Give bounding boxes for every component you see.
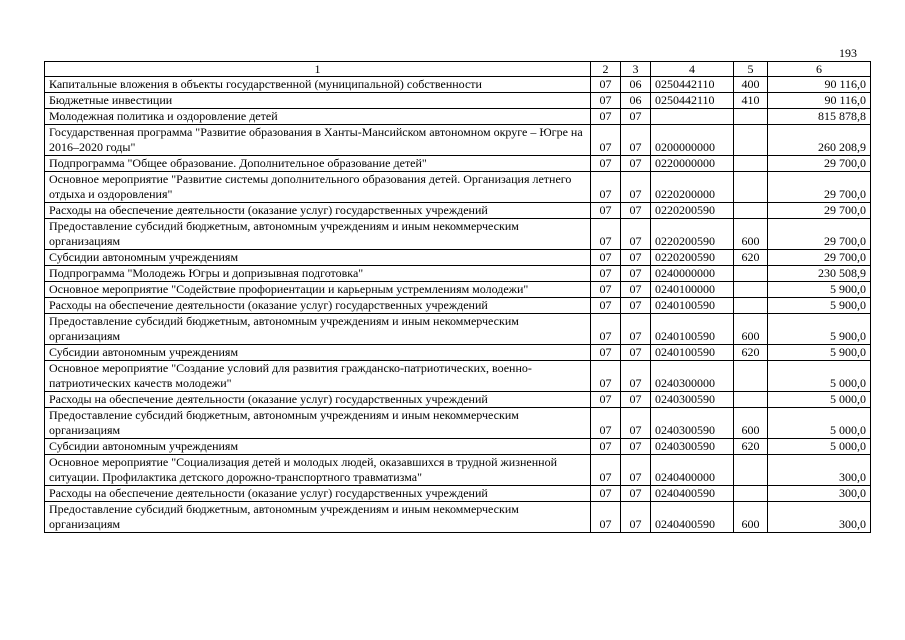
table-row [45, 345, 871, 361]
row-subsection: 06 [621, 77, 651, 93]
row-target-article: 0240100590 [651, 345, 734, 361]
row-amount: 300,0 [768, 502, 871, 533]
row-expense-type [734, 266, 768, 282]
row-name: Предоставление субсидий бюджетным, автономным учреждениям и иным некоммерческим организациям [45, 219, 591, 250]
table-row [45, 250, 871, 266]
row-subsection: 07 [621, 156, 651, 172]
row-expense-type [734, 282, 768, 298]
row-target-article: 0240400590 [651, 502, 734, 533]
table-header-row [45, 62, 871, 77]
row-target-article: 0250442110 [651, 77, 734, 93]
table-row [45, 455, 871, 486]
row-subsection: 07 [621, 408, 651, 439]
row-name: Подпрограмма "Молодежь Югры и допризывная подготовка" [45, 266, 591, 282]
row-section: 07 [591, 156, 621, 172]
row-name: Расходы на обеспечение деятельности (оказание услуг) государственных учреждений [45, 298, 591, 314]
row-name: Расходы на обеспечение деятельности (оказание услуг) государственных учреждений [45, 392, 591, 408]
row-subsection: 07 [621, 125, 651, 156]
row-subsection: 07 [621, 439, 651, 455]
row-section: 07 [591, 282, 621, 298]
row-section: 07 [591, 172, 621, 203]
row-amount: 29 700,0 [768, 219, 871, 250]
row-name: Предоставление субсидий бюджетным, автономным учреждениям и иным некоммерческим организациям [45, 502, 591, 533]
table-row [45, 266, 871, 282]
row-section: 07 [591, 125, 621, 156]
row-target-article: 0240000000 [651, 266, 734, 282]
table-row [45, 203, 871, 219]
row-section: 07 [591, 77, 621, 93]
column-header: 3 [621, 62, 651, 77]
row-expense-type [734, 203, 768, 219]
row-section: 07 [591, 455, 621, 486]
row-target-article: 0240100590 [651, 298, 734, 314]
row-section: 07 [591, 250, 621, 266]
row-name: Расходы на обеспечение деятельности (оказание услуг) государственных учреждений [45, 203, 591, 219]
row-target-article: 0240400590 [651, 486, 734, 502]
budget-table [44, 61, 871, 533]
row-name: Подпрограмма "Общее образование. Дополнительное образование детей" [45, 156, 591, 172]
row-subsection: 07 [621, 502, 651, 533]
table-row [45, 502, 871, 533]
row-expense-type: 620 [734, 250, 768, 266]
row-expense-type [734, 125, 768, 156]
row-subsection: 07 [621, 455, 651, 486]
row-subsection: 07 [621, 172, 651, 203]
row-target-article: 0240300590 [651, 408, 734, 439]
row-target-article: 0220200000 [651, 172, 734, 203]
row-section: 07 [591, 345, 621, 361]
row-amount: 5 900,0 [768, 282, 871, 298]
row-subsection: 07 [621, 219, 651, 250]
row-target-article: 0250442110 [651, 93, 734, 109]
row-expense-type [734, 156, 768, 172]
column-header: 6 [768, 62, 871, 77]
table-row [45, 439, 871, 455]
row-target-article: 0220000000 [651, 156, 734, 172]
row-expense-type [734, 109, 768, 125]
row-section: 07 [591, 298, 621, 314]
row-amount: 815 878,8 [768, 109, 871, 125]
row-target-article [651, 109, 734, 125]
row-name: Расходы на обеспечение деятельности (оказание услуг) государственных учреждений [45, 486, 591, 502]
row-section: 07 [591, 109, 621, 125]
row-section: 07 [591, 93, 621, 109]
row-section: 07 [591, 361, 621, 392]
column-header: 5 [734, 62, 768, 77]
row-amount: 5 900,0 [768, 298, 871, 314]
table-row [45, 298, 871, 314]
row-amount: 5 900,0 [768, 345, 871, 361]
row-name: Основное мероприятие "Содействие профориентации и карьерным устремлениям молодежи" [45, 282, 591, 298]
column-header: 1 [45, 62, 591, 77]
row-target-article: 0240100590 [651, 314, 734, 345]
row-subsection: 07 [621, 109, 651, 125]
row-amount: 230 508,9 [768, 266, 871, 282]
row-subsection: 07 [621, 361, 651, 392]
row-expense-type: 600 [734, 314, 768, 345]
table-row [45, 361, 871, 392]
row-amount: 29 700,0 [768, 203, 871, 219]
row-expense-type [734, 172, 768, 203]
row-expense-type: 600 [734, 502, 768, 533]
row-amount: 300,0 [768, 455, 871, 486]
row-subsection: 07 [621, 282, 651, 298]
row-subsection: 07 [621, 392, 651, 408]
row-section: 07 [591, 486, 621, 502]
column-header: 4 [651, 62, 734, 77]
row-expense-type [734, 455, 768, 486]
row-target-article: 0240400000 [651, 455, 734, 486]
page-number: 193 [839, 46, 857, 60]
row-expense-type [734, 298, 768, 314]
row-subsection: 06 [621, 93, 651, 109]
row-amount: 5 000,0 [768, 439, 871, 455]
row-amount: 5 000,0 [768, 392, 871, 408]
table-row [45, 219, 871, 250]
table-row [45, 125, 871, 156]
row-amount: 260 208,9 [768, 125, 871, 156]
row-section: 07 [591, 502, 621, 533]
row-name: Основное мероприятие "Создание условий для развития гражданско-патриотических, военно-патриотических качеств молодежи" [45, 361, 591, 392]
row-subsection: 07 [621, 345, 651, 361]
row-section: 07 [591, 266, 621, 282]
row-name: Основное мероприятие "Развитие системы дополнительного образования детей. Организация летнего отдыха и оздоровления" [45, 172, 591, 203]
row-target-article: 0200000000 [651, 125, 734, 156]
row-name: Основное мероприятие "Социализация детей и молодых людей, оказавшихся в трудной жизненной ситуации. Профилактика детского дорожно-транспортного травматизма" [45, 455, 591, 486]
table-row [45, 408, 871, 439]
table-row [45, 486, 871, 502]
row-expense-type: 400 [734, 77, 768, 93]
row-name: Субсидии автономным учреждениям [45, 250, 591, 266]
table-row [45, 392, 871, 408]
row-section: 07 [591, 408, 621, 439]
row-expense-type: 600 [734, 408, 768, 439]
row-amount: 29 700,0 [768, 156, 871, 172]
row-expense-type [734, 392, 768, 408]
table-row [45, 172, 871, 203]
row-section: 07 [591, 439, 621, 455]
table-row [45, 77, 871, 93]
row-name: Предоставление субсидий бюджетным, автономным учреждениям и иным некоммерческим организациям [45, 408, 591, 439]
row-amount: 5 900,0 [768, 314, 871, 345]
row-amount: 29 700,0 [768, 250, 871, 266]
row-name: Капитальные вложения в объекты государственной (муниципальной) собственности [45, 77, 591, 93]
row-section: 07 [591, 392, 621, 408]
budget-table-body [45, 62, 871, 533]
row-name: Государственная программа "Развитие образования в Ханты-Мансийском автономном округе – Югре на 2016–2020 годы" [45, 125, 591, 156]
table-row [45, 156, 871, 172]
row-expense-type: 600 [734, 219, 768, 250]
row-target-article: 0220200590 [651, 203, 734, 219]
row-expense-type [734, 486, 768, 502]
row-amount: 5 000,0 [768, 361, 871, 392]
row-section: 07 [591, 219, 621, 250]
table-row [45, 314, 871, 345]
table-row [45, 109, 871, 125]
row-name: Предоставление субсидий бюджетным, автономным учреждениям и иным некоммерческим организациям [45, 314, 591, 345]
row-subsection: 07 [621, 203, 651, 219]
row-expense-type: 620 [734, 439, 768, 455]
row-amount: 29 700,0 [768, 172, 871, 203]
row-target-article: 0220200590 [651, 250, 734, 266]
row-amount: 300,0 [768, 486, 871, 502]
row-target-article: 0240100000 [651, 282, 734, 298]
row-section: 07 [591, 203, 621, 219]
row-amount: 90 116,0 [768, 77, 871, 93]
row-section: 07 [591, 314, 621, 345]
row-subsection: 07 [621, 486, 651, 502]
row-expense-type: 620 [734, 345, 768, 361]
row-amount: 90 116,0 [768, 93, 871, 109]
row-expense-type [734, 361, 768, 392]
row-subsection: 07 [621, 266, 651, 282]
row-name: Субсидии автономным учреждениям [45, 345, 591, 361]
column-header: 2 [591, 62, 621, 77]
table-row [45, 93, 871, 109]
row-name: Субсидии автономным учреждениям [45, 439, 591, 455]
row-subsection: 07 [621, 250, 651, 266]
row-target-article: 0240300000 [651, 361, 734, 392]
row-name: Бюджетные инвестиции [45, 93, 591, 109]
row-subsection: 07 [621, 314, 651, 345]
table-row [45, 282, 871, 298]
row-target-article: 0240300590 [651, 392, 734, 408]
row-amount: 5 000,0 [768, 408, 871, 439]
row-target-article: 0240300590 [651, 439, 734, 455]
row-expense-type: 410 [734, 93, 768, 109]
row-subsection: 07 [621, 298, 651, 314]
row-target-article: 0220200590 [651, 219, 734, 250]
row-name: Молодежная политика и оздоровление детей [45, 109, 591, 125]
